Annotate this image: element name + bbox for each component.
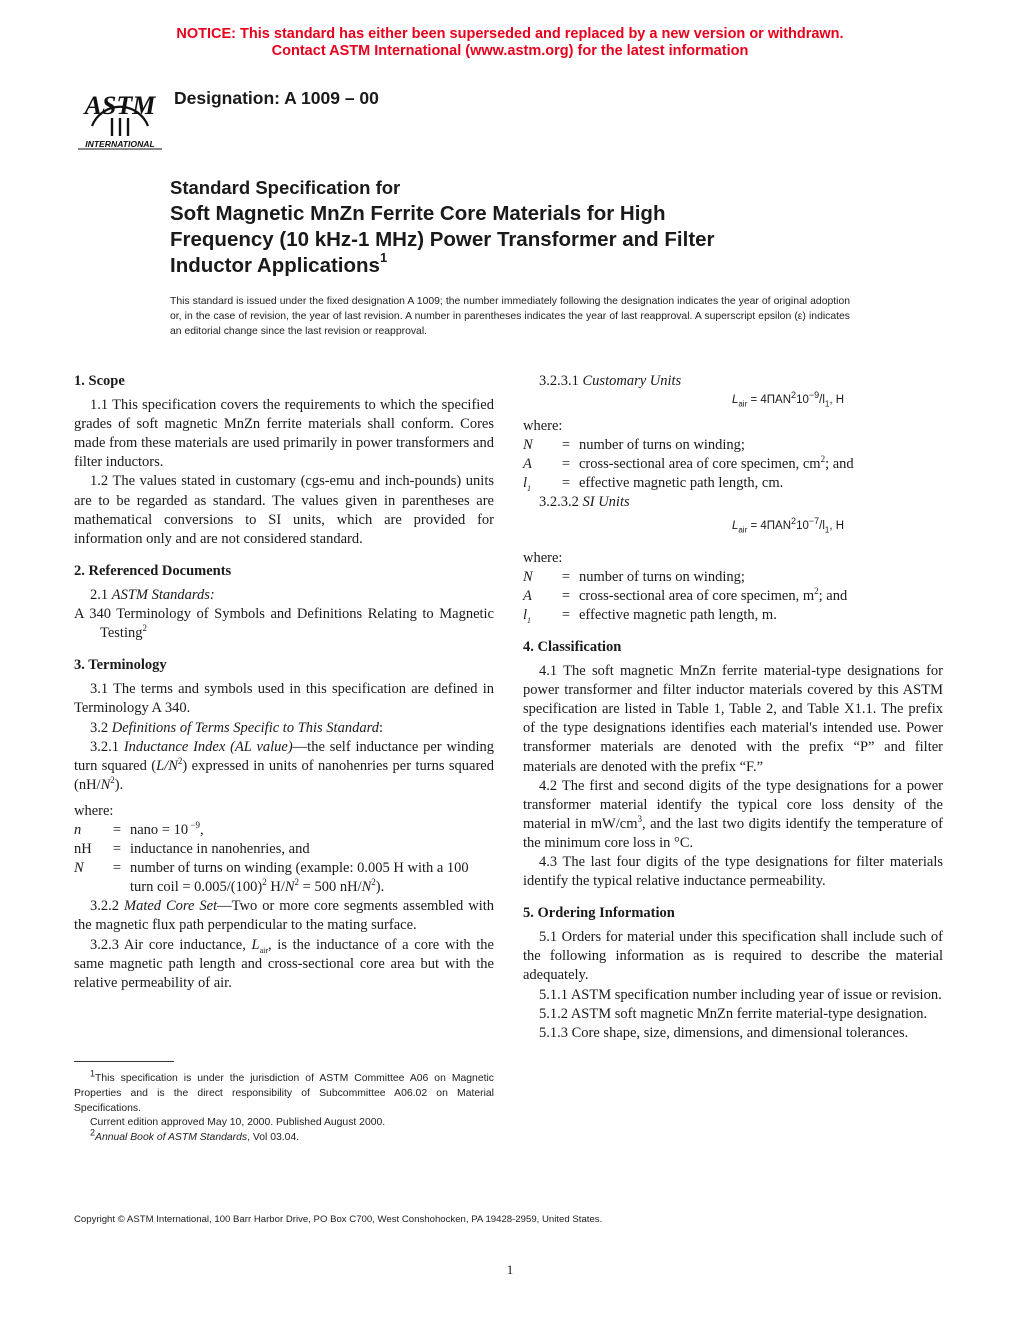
section-heading: 5. Ordering Information	[523, 905, 675, 922]
paragraph: 5.1.3 Core shape, size, dimensions, and dimensional tolerances.	[539, 1024, 909, 1041]
definition-list: N = number of turns on winding; A = cross-sectional area of core specimen, $cm^2$; and $l_1$ = effective magnetic path length, cm.	[523, 437, 854, 494]
reference-item: A 340 Terminology of Symbols and Definitions Relating to Magnetic Testing$^2$	[74, 606, 494, 642]
definition-list: n = nano = 10 $^{-9}$, nH = inductance in nanohenries, and N = number of turns on winding (example: 0.005 H with a 100 turn coil = $0.005/(100)^2$ $H/N^2 = 500$ $nH/N^2$).	[74, 820, 469, 896]
withdrawal-notice	[0, 26, 1020, 60]
paragraph: 5.1 Orders for material under this specification shall include such of the following information as is required to describe the material adequately.	[523, 929, 943, 984]
copyright-line: Copyright © ASTM International, 100 Barr Harbor Drive, PO Box C700, West Conshohocken, PA 19428-2959, United States.	[74, 1214, 603, 1225]
page-number: 1	[506, 1262, 514, 1277]
paragraph: 4.3 The last four digits of the type designations for filter materials identify the typical relative inductance permeability.	[523, 853, 943, 890]
right-column	[523, 372, 943, 1043]
paragraph: 4.2 The first and second digits of the type designations for a power transformer material identify the typical core loss density of the material in $mW/cm^3$, and the last two digits identify the temperature of the minimum core loss in °C.	[523, 777, 943, 851]
paragraph: 5.1.1 ASTM specification number including year of issue or revision.	[539, 986, 942, 1003]
where-label: where:	[74, 802, 114, 819]
section-heading: 4. Classification	[523, 638, 622, 655]
paragraph: 5.1.2 ASTM soft magnetic MnZn ferrite material-type designation.	[539, 1005, 928, 1022]
title-footnote-mark: 1	[379, 250, 388, 266]
paragraph: 3.2.3.2 SI Units	[539, 494, 630, 511]
footnote-divider	[74, 1061, 174, 1062]
paragraph: 3.2.3.1 Customary Units	[539, 373, 682, 389]
document-title	[170, 175, 870, 279]
paragraph: 1.2 The values stated in customary (cgs-emu and inch-pounds) units are to be regarded as standard. The values given in parentheses are mathematical conversions to SI units, which are provided for information only and are not considered standard.	[74, 473, 494, 547]
footnote-2: $^2$Annual Book of ASTM Standards, Vol 03.04.	[90, 1127, 300, 1144]
paragraph: 3.2.3 Air core inductance, $L_{air}$, is the inductance of a core with the same magnetic path length and cross-sectional core area but with the relative permeability of air.	[74, 936, 494, 991]
notice-line-2: Contact ASTM International (www.astm.org) for the latest information	[271, 43, 749, 59]
title-line-3: Inductor Applications	[170, 254, 380, 277]
footnotes	[74, 1068, 494, 1146]
paragraph: 2.1 ASTM Standards:	[90, 586, 215, 603]
intro-paragraph: This standard is issued under the fixed designation A 1009; the number immediately following the designation indicates the year of original adoption or, in the case of revision, the year of last revision. A number in parentheses indicates the year of last reapproval. A superscript epsilon (ε) indicates an editorial change since the last revision or reapproval.	[170, 296, 850, 337]
title-line-2: Frequency (10 kHz-1 MHz) Power Transformer and Filter	[170, 228, 715, 251]
section-heading: 2. Referenced Documents	[74, 562, 232, 579]
where-label: where:	[523, 418, 563, 435]
logo-wordmark: ASTM	[84, 91, 156, 120]
designation: Designation: A 1009 – 00	[174, 88, 379, 108]
definition-list: N = number of turns on winding; A = cross-sectional area of core specimen, $m^2$; and $l_1$ = effective magnetic path length, m.	[523, 568, 848, 625]
equation-customary: $L_{air} = 4\Pi AN^210^{-9}/l_1$, H	[731, 390, 845, 409]
title-line-1: Soft Magnetic MnZn Ferrite Core Materials for High	[170, 202, 666, 225]
title-lead: Standard Specification for	[170, 177, 401, 198]
section-heading: 1. Scope	[74, 373, 125, 389]
paragraph: 3.2 Definitions of Terms Specific to This Standard:	[90, 719, 383, 736]
paragraph: 3.1 The terms and symbols used in this specification are defined in Terminology A 340.	[74, 681, 494, 717]
footnote-1b: Current edition approved May 10, 2000. Published August 2000.	[90, 1117, 386, 1129]
section-heading: 3. Terminology	[74, 657, 167, 674]
logo-label: INTERNATIONAL	[85, 139, 155, 149]
paragraph: 3.2.1 Inductance Index (AL value)—the self inductance per winding turn squared $(L/N^2)$ expressed in units of nanohenries per turns squared $(nH/N^2)$.	[74, 738, 494, 793]
astm-logo	[74, 74, 166, 150]
left-column	[74, 372, 494, 993]
where-label: where:	[523, 549, 563, 566]
equation-si: $L_{air} = 4\Pi AN^210^{-7}/l_1$, H	[731, 515, 845, 534]
footnote-1: $^1$This specification is under the jurisdiction of ASTM Committee A06 on Magnetic Properties and is the direct responsibility of Subcommittee A06.02 on Material Specifications.	[74, 1068, 494, 1114]
paragraph: 3.2.2 Mated Core Set—Two or more core segments assembled with the magnetic flux path perpendicular to the mating surface.	[74, 898, 495, 934]
paragraph: 4.1 The soft magnetic MnZn ferrite material-type designations for power transformer and filter inductor materials covered by this ASTM specification are listed in Table 1, Table 2, and Table X1.1. The prefix of the type designations identifies each material's intended use. Power transformer materials are denoted with the prefix “P” and filter materials are denoted with the prefix “F.”	[523, 663, 943, 775]
paragraph: 1.1 This specification covers the requirements to which the specified grades of soft magnetic MnZn ferrite materials shall conform. Cores made from these materials are used primarily in power transformers and filter inductors.	[74, 397, 494, 471]
notice-line-1: NOTICE: This standard has either been superseded and replaced by a new version or withdrawn.	[176, 26, 844, 42]
